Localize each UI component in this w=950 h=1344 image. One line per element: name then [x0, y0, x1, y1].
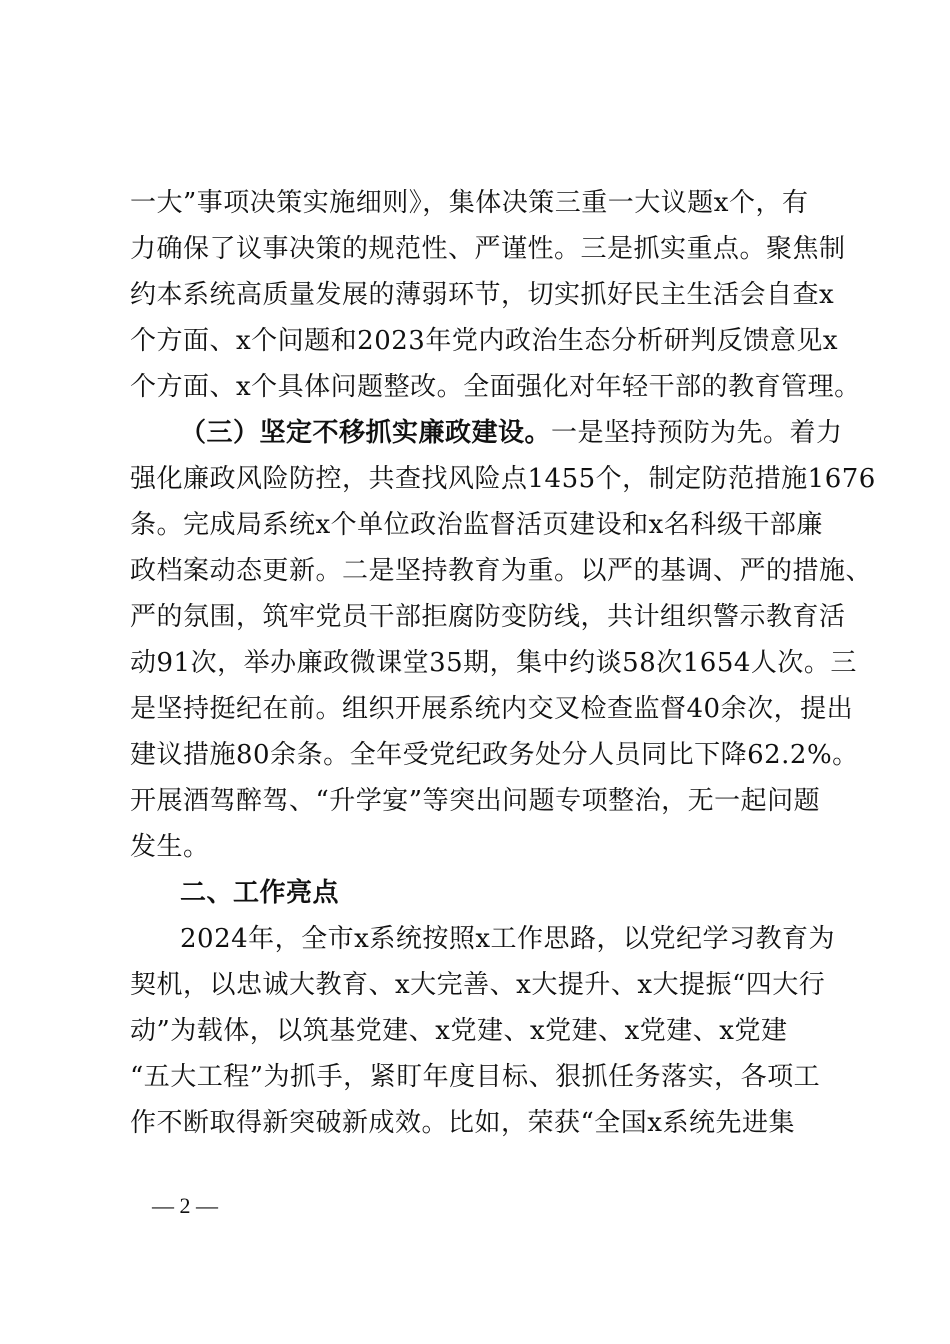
body-text-line: 强化廉政风险防控，共查找风险点1455个，制定防范措施1676 — [130, 464, 876, 494]
body-text-line: 作不断取得新突破新成效。比如，荣获“全国x系统先进集 — [130, 1108, 795, 1138]
body-text-line: 动91次，举办廉政微课堂35期，集中约谈58次1654人次。三 — [130, 648, 857, 678]
page-number: — 2 — — [152, 1193, 218, 1218]
body-text-line: 动”为载体，以筑基党建、x党建、x党建、x党建、x党建 — [130, 1016, 788, 1046]
body-text-line: 约本系统高质量发展的薄弱环节，切实抓好民主生活会自查x — [130, 280, 835, 310]
body-text-line: 发生。 — [130, 832, 210, 862]
section-paragraph — [180, 418, 843, 448]
body-text-line: 契机，以忠诚大教育、x大完善、x大提升、x大提振“四大行 — [130, 970, 826, 1000]
section-heading-2: 二、工作亮点 — [180, 878, 340, 908]
body-text-line: 个方面、x个问题和2023年党内政治生态分析研判反馈意见x — [130, 326, 838, 356]
body-text-run: 一是坚持预防为先。着力 — [551, 418, 843, 448]
body-text-line: 条。完成局系统x个单位政治监督活页建设和x名科级干部廉 — [130, 510, 823, 540]
body-text-line: 严的氛围，筑牢党员干部拒腐防变防线，共计组织警示教育活 — [130, 602, 846, 632]
section-heading-3: （三）坚定不移抓实廉政建设。 — [180, 418, 552, 448]
body-text-line: 力确保了议事决策的规范性、严谨性。三是抓实重点。聚焦制 — [130, 234, 846, 264]
body-text-line: 一大”事项决策实施细则》，集体决策三重一大议题x个，有 — [130, 188, 809, 218]
body-text-line: “五大工程”为抓手，紧盯年度目标、狠抓任务落实，各项工 — [130, 1062, 821, 1092]
body-text-line: 个方面、x个具体问题整改。全面强化对年轻干部的教育管理。 — [130, 372, 861, 402]
body-text-line: 2024年，全市x系统按照x工作思路，以党纪学习教育为 — [180, 924, 835, 954]
body-text-line: 政档案动态更新。二是坚持教育为重。以严的基调、严的措施、 — [130, 556, 873, 586]
body-text-line: 建议措施80余条。全年受党纪政务处分人员同比下降62.2%。 — [130, 740, 859, 770]
body-text-line: 开展酒驾醉驾、“升学宴”等突出问题专项整治，无一起问题 — [130, 786, 821, 816]
body-text-line: 是坚持挺纪在前。组织开展系统内交叉检查监督40余次，提出 — [130, 694, 854, 724]
